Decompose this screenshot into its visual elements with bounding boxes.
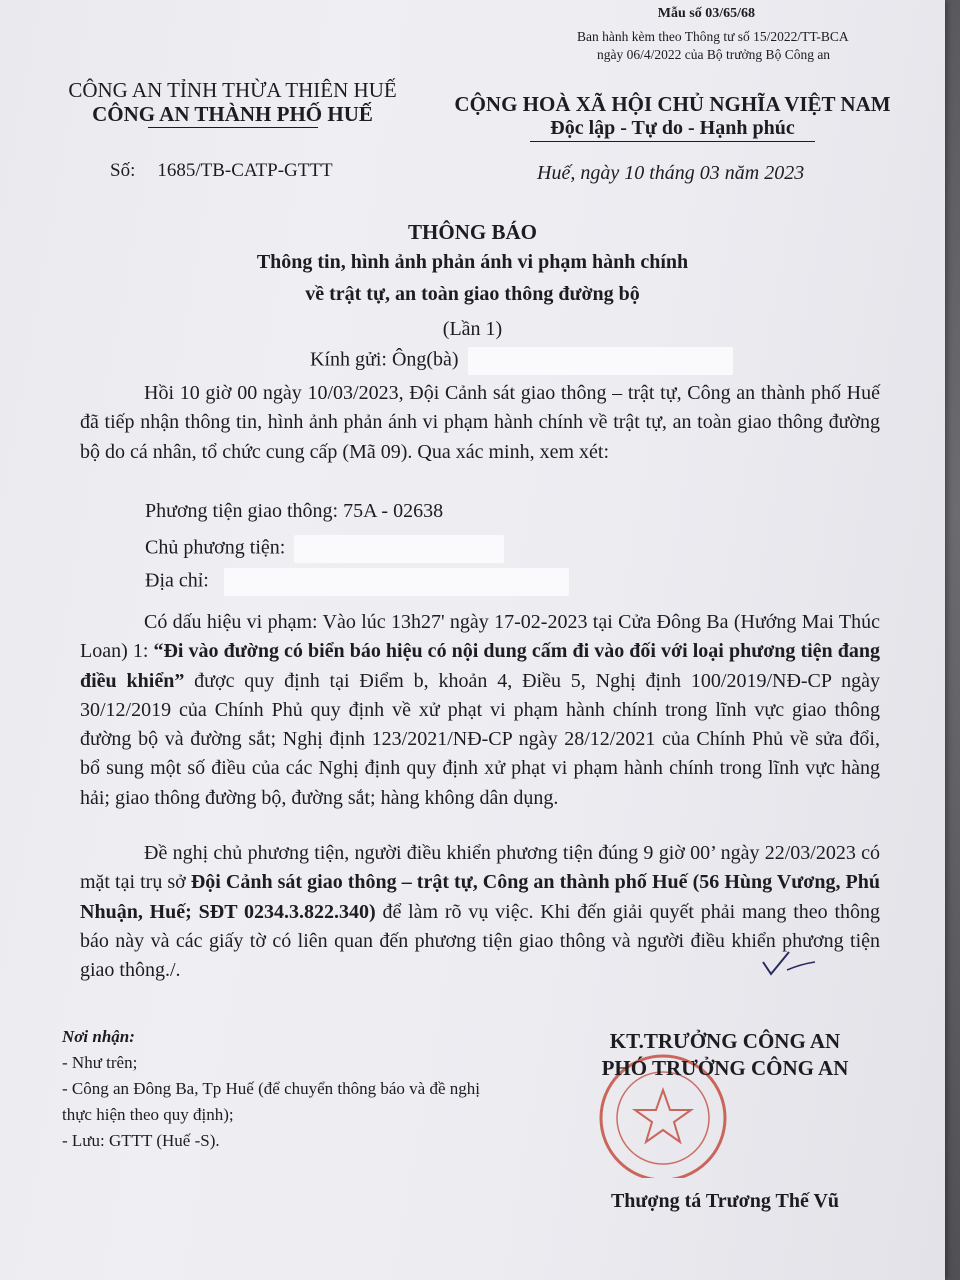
nation-motto: Độc lập - Tự do - Hạnh phúc (550, 117, 795, 139)
recipient-item: - Như trên; (62, 1053, 138, 1072)
form-reference-line-2: ngày 06/4/2022 của Bộ trưởng Bộ Công an (597, 47, 831, 62)
owner-label: Chủ phương tiện: (145, 536, 286, 559)
document-title: THÔNG BÁO (408, 220, 537, 244)
request-closing-text: để làm rõ vụ việc. Khi đến giải quyết phải mang theo thông báo này và các giấy tờ có liên quan đến phương tiện giao thông và người điều khiển phương tiện giao thông./. (80, 900, 881, 982)
owner-field (145, 535, 504, 563)
redacted-owner-name (294, 535, 504, 563)
violation-description: “Đi vào đường có biển báo hiệu có nội dung cấm đi vào đối với loại phương tiện đang điều khiển” (80, 640, 881, 692)
recipient-item: - Lưu: GTTT (Huế -S). (62, 1131, 220, 1150)
vehicle-plate: 75A - 02638 (343, 500, 444, 522)
recipients-heading: Nơi nhận: (62, 1027, 135, 1046)
document-subtitle-2: về trật tự, an toàn giao thông đường bộ (305, 283, 640, 305)
form-reference (577, 28, 849, 64)
vehicle-field (145, 500, 443, 523)
document-date: Huế, ngày 10 tháng 03 năm 2023 (537, 162, 805, 184)
vehicle-label: Phương tiện giao thông: (145, 500, 339, 522)
redacted-address (224, 568, 569, 596)
agency-name: CÔNG AN THÀNH PHỐ HUẾ (92, 102, 373, 126)
legal-basis-text: được quy định tại Điểm b, khoản 4, Điều 5, Nghị định 100/2019/NĐ-CP ngày 30/12/2019 của Chính Phủ quy định về xử phạt vi phạm hành chính trong lĩnh vực giao thông đường bộ và đường sắt; Nghị định 123/2021/NĐ-CP ngày 28/12/2021 của Chính Phủ về sửa đổi, bổ sung một số điều của các Nghị định quy định xử phạt vi phạm hành chính trong lĩnh vực hàng hải; giao thông đường bộ, đường sắt; hàng không dân dụng. (80, 669, 880, 809)
agency-parent: CÔNG AN TỈNH THỪA THIÊN HUẾ (68, 78, 397, 102)
document-number-value: 1685/TB-CATP-GTTT (157, 160, 333, 181)
document-subtitle-1: Thông tin, hình ảnh phản ánh vi phạm hành chính (256, 251, 689, 273)
national-heading (445, 92, 900, 142)
redacted-recipient-name (468, 347, 733, 375)
document-number-label: Số: (110, 160, 136, 181)
document-number (110, 160, 333, 182)
paragraph-violation (80, 608, 880, 813)
signature-title-2: PHÓ TRƯỞNG CÔNG AN (601, 1056, 849, 1080)
form-reference-line-1: Ban hành kèm theo Thông tư số 15/2022/TT-BCA (577, 29, 849, 44)
request-text: Đề nghị chủ phương tiện, người điều khiển phương tiện đúng 9 giờ 00’ ngày 22/03/2023 có mặt tại trụ sở (80, 842, 880, 894)
agency-underline (148, 127, 318, 128)
address-field (145, 568, 569, 596)
issuing-agency (55, 78, 410, 128)
nation-name: CỘNG HOÀ XÃ HỘI CHỦ NGHĨA VIỆT NAM (454, 92, 891, 116)
handwritten-check-mark (757, 948, 817, 978)
recipient-item: - Công an Đông Ba, Tp Huế (để chuyển thông báo và đề nghị thực hiện theo quy định); (62, 1079, 480, 1124)
office-address: Đội Cảnh sát giao thông – trật tự, Công an thành phố Huế (56 Hùng Vương, Phú Nhuận, Huế; SĐT 0234.3.822.340) (80, 871, 880, 923)
signature-title-1: KT.TRƯỞNG CÔNG AN (609, 1029, 841, 1053)
address-label: Địa chỉ: (145, 569, 209, 592)
paragraph-intro: Hồi 10 giờ 00 ngày 10/03/2023, Đội Cảnh sát giao thông – trật tự, Công an thành phố Huế đã tiếp nhận thông tin, hình ảnh phản ánh vi phạm hành chính về trật tự, an toàn giao thông đường bộ do cá nhân, tổ chức cung cấp (Mã 09). Qua xác minh, xem xét: (80, 382, 880, 463)
signer-name: Thượng tá Trương Thế Vũ (610, 1190, 840, 1212)
form-number: Mẫu số 03/65/68 (657, 6, 755, 21)
motto-underline (530, 141, 815, 142)
greeting-text: Kính gửi: Ông(bà) (310, 348, 459, 371)
recipients-block (62, 1024, 512, 1154)
notice-round: (Lần 1) (442, 318, 503, 340)
violation-text: Có dấu hiệu vi phạm: Vào lúc 13h27' ngày 17-02-2023 tại Cửa Đông Ba (Hướng Mai Thúc Loan) 1: (80, 611, 880, 663)
greeting (310, 347, 733, 375)
signature-block (560, 1028, 890, 1082)
